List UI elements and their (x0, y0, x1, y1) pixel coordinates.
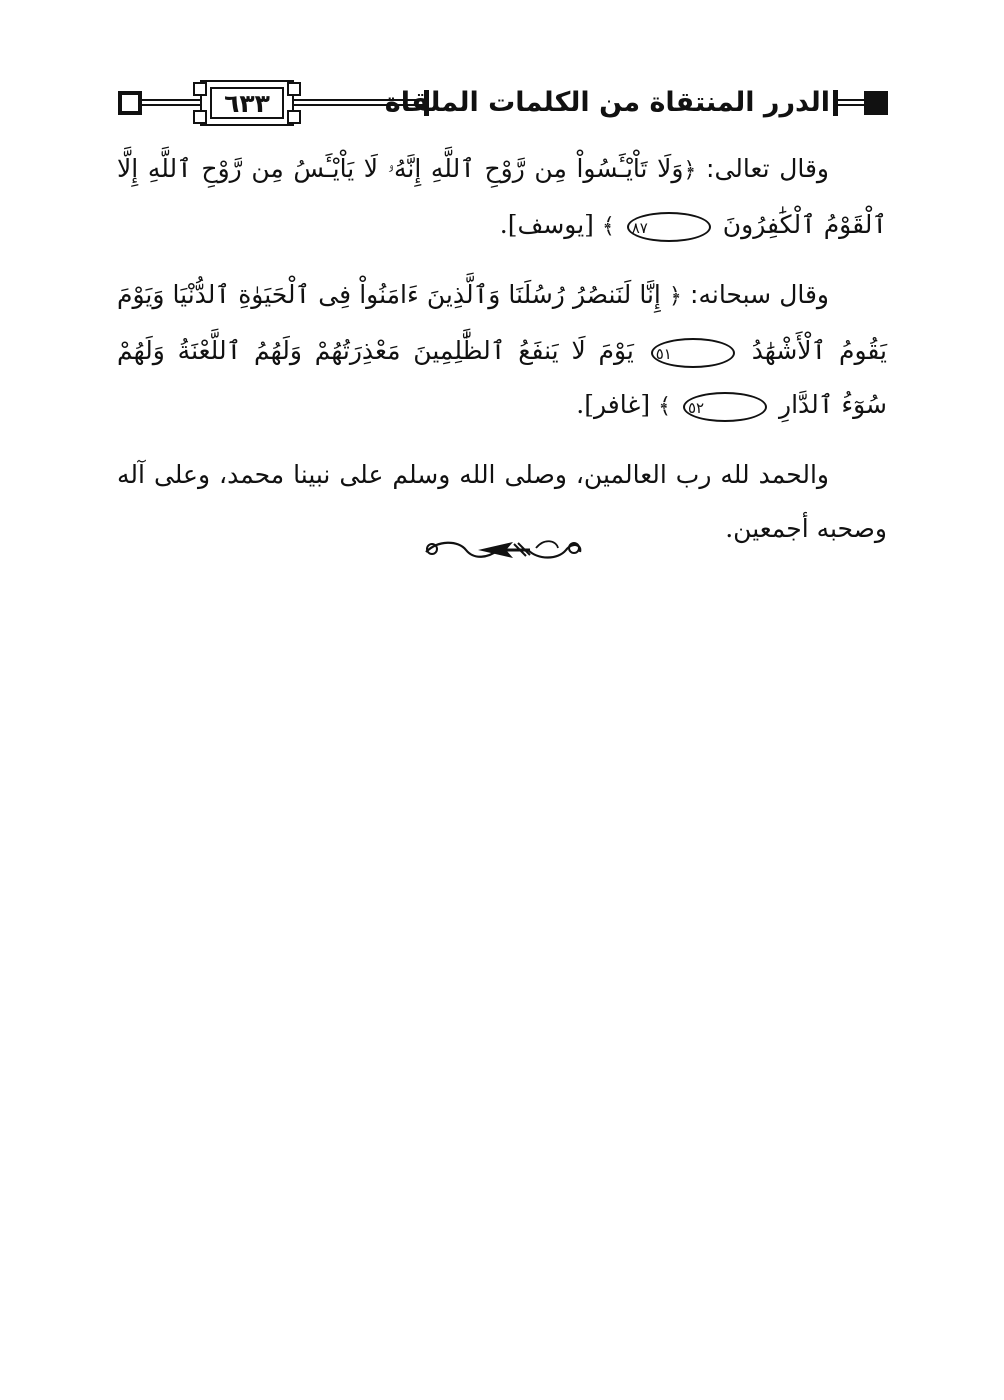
verse-open-bracket: ﴿ (683, 158, 697, 183)
surah-reference: [غافر]. (576, 390, 651, 419)
paragraph-closing-prayer: والحمد لله رب العالمين، وصلى الله وسلم على نبينا محمد، وعلى آله وصحبه أجمعين. (117, 460, 887, 543)
quran-verse: وَلَا تَاْيْـَٔسُواْ مِن رَّوْحِ ٱللَّهِ إِنَّهُۥ لَا يَاْيْـَٔسُ مِن رَّوْحِ ٱللَّهِ إِلَّا ٱلْقَوْمُ ٱلْكَٰفِرُونَ (117, 154, 887, 239)
frame-corner-ornament (287, 110, 301, 124)
page-number: ٦٣٣ (210, 87, 284, 119)
header-right-square-ornament (864, 91, 888, 115)
paragraph-yusuf (117, 142, 887, 254)
quran-verse-part: يَوْمَ لَا يَنفَعُ ٱلظَّٰلِمِينَ مَعْذِرَتُهُمْ وَلَهُمُ ٱللَّعْنَةُ وَلَهُمْ سُوٓءُ ٱلدَّارِ (117, 336, 887, 419)
page-number-frame (200, 80, 294, 126)
verse-close-bracket: ﴾ (601, 214, 615, 239)
ayah-number-marker: ٨٧ (627, 212, 711, 242)
verse-close-bracket: ﴾ (658, 394, 671, 419)
frame-corner-ornament (287, 82, 301, 96)
page-content (117, 142, 887, 570)
surah-reference: [يوسف]. (499, 210, 594, 239)
verse-open-bracket: ﴿ (669, 284, 682, 309)
page-header (118, 80, 888, 126)
ayah-number-marker: ٥٢ (683, 392, 767, 422)
header-left-square-ornament (118, 91, 142, 115)
header-rule-left (142, 99, 200, 106)
quran-verse-part: إِنَّا لَنَنصُرُ رُسُلَنَا وَٱلَّذِينَ ءَامَنُواْ فِى ٱلْحَيَوٰةِ ٱلدُّنْيَا وَيَوْمَ يَقُومُ ٱلْأَشْهَٰدُ (117, 280, 888, 365)
closing-flourish-ornament (418, 534, 588, 566)
paragraph-lead: وقال تعالى: (706, 154, 829, 183)
paragraph-ghafir (117, 268, 887, 434)
ayah-number-marker: ٥١ (651, 338, 735, 368)
frame-corner-ornament (193, 82, 207, 96)
frame-corner-ornament (193, 110, 207, 124)
book-title: الدرر المنتقاة من الكلمات الملقاة (384, 87, 830, 118)
paragraph-lead: وقال سبحانه: (690, 280, 829, 309)
header-rule-right (838, 99, 864, 106)
